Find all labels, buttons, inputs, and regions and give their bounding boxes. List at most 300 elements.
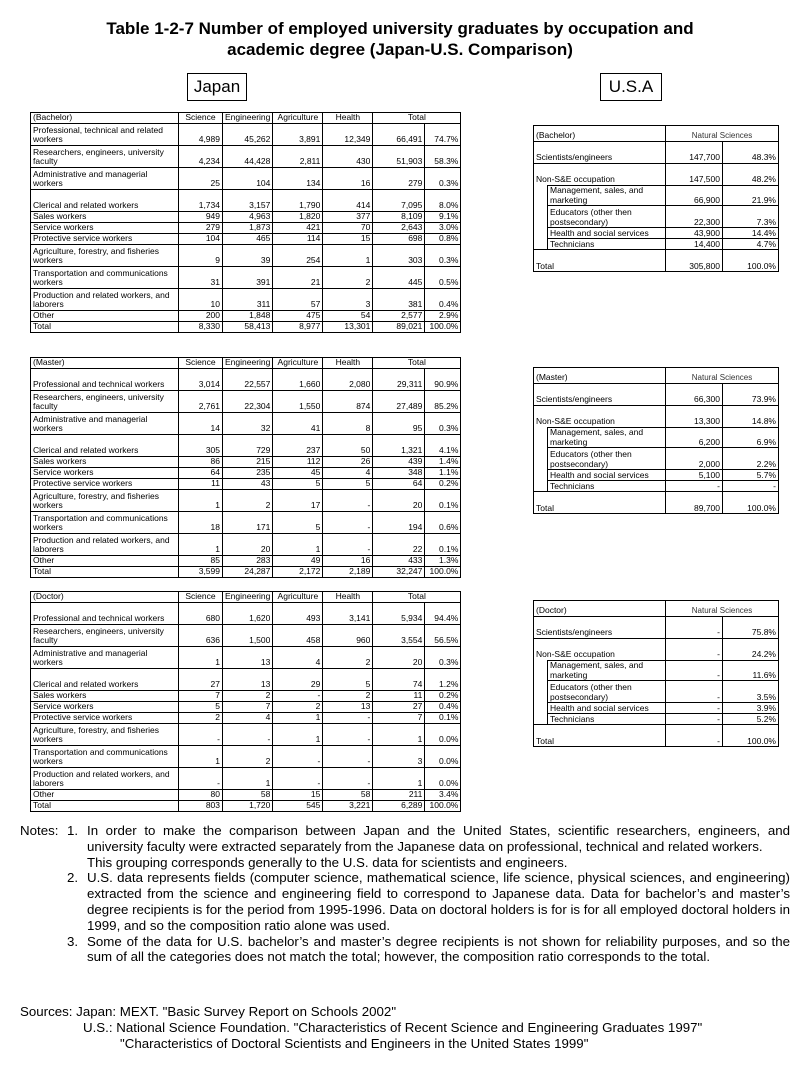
- cell-value: 3: [373, 746, 425, 768]
- cell-value: 11: [373, 691, 425, 702]
- row-label: Total: [534, 725, 666, 747]
- row-label: Health and social services: [548, 228, 666, 239]
- header-row: [534, 126, 779, 142]
- cell-value: 414: [323, 190, 373, 212]
- table-row: [31, 212, 461, 223]
- cell-value: 89,021: [373, 322, 425, 333]
- cell-value: 45: [273, 468, 323, 479]
- table-row: [534, 448, 779, 470]
- table-row: [534, 142, 779, 164]
- section-label: (Bachelor): [534, 126, 666, 142]
- japan-label: Japan: [187, 73, 247, 101]
- indent-cell: [534, 186, 548, 206]
- cell-value: 1: [273, 724, 323, 746]
- cell-value: 9.1%: [425, 212, 461, 223]
- note-number: 2.: [67, 870, 79, 886]
- cell-value: 32: [223, 413, 273, 435]
- table-row: [31, 647, 461, 669]
- cell-value: 2: [323, 267, 373, 289]
- cell-value: -: [323, 534, 373, 556]
- indent-cell: [534, 481, 548, 492]
- cell-value: 0.0%: [425, 724, 461, 746]
- cell-value: 680: [179, 603, 223, 625]
- cell-value: 0.3%: [425, 168, 461, 190]
- cell-value: 1,550: [273, 391, 323, 413]
- cell-value: 85: [179, 556, 223, 567]
- cell-value: 493: [273, 603, 323, 625]
- cell-value: 7: [179, 691, 223, 702]
- cell-percent: 73.9%: [723, 384, 779, 406]
- cell-value: 8: [323, 413, 373, 435]
- cell-value: 0.3%: [425, 647, 461, 669]
- note-text: In order to make the comparison between Japan and the United States, scientific researchers, engineers, and university faculty were extracted separately from the Japanese data on professional, technical and related workers.: [87, 823, 790, 854]
- table-row: [31, 457, 461, 468]
- cell-value: 636: [179, 625, 223, 647]
- table-row: [534, 681, 779, 703]
- row-label: Total: [534, 250, 666, 272]
- cell-percent: 3.9%: [723, 703, 779, 714]
- cell-percent: 14.8%: [723, 406, 779, 428]
- row-label: Total: [31, 801, 179, 812]
- note-number: 3.: [67, 933, 79, 949]
- table-row: [31, 311, 461, 322]
- cell-value: 13,300: [666, 406, 723, 428]
- table-row: [31, 267, 461, 289]
- cell-percent: 5.7%: [723, 470, 779, 481]
- indent-cell: [534, 239, 548, 250]
- cell-value: 391: [223, 267, 273, 289]
- cell-value: 0.2%: [425, 479, 461, 490]
- cell-value: -: [223, 724, 273, 746]
- cell-value: 2,172: [273, 567, 323, 578]
- table-row: [31, 490, 461, 512]
- cell-value: 7: [373, 713, 425, 724]
- cell-value: 4: [223, 713, 273, 724]
- table-row: [534, 250, 779, 272]
- table-row: [31, 512, 461, 534]
- cell-value: 49: [273, 556, 323, 567]
- cell-value: 458: [273, 625, 323, 647]
- cell-value: 348: [373, 468, 425, 479]
- note-2: [20, 870, 790, 933]
- japan-table-master: [30, 357, 461, 578]
- cell-value: 95: [373, 413, 425, 435]
- row-label: Health and social services: [548, 470, 666, 481]
- notes: [20, 823, 790, 965]
- cell-value: 4: [273, 647, 323, 669]
- cell-value: -: [323, 512, 373, 534]
- cell-value: 1: [179, 746, 223, 768]
- cell-value: 13,301: [323, 322, 373, 333]
- row-label: Administrative and managerial workers: [31, 168, 179, 190]
- row-label: Educators (other then postsecondary): [548, 206, 666, 228]
- cell-value: 254: [273, 245, 323, 267]
- cell-value: 27: [373, 702, 425, 713]
- cell-value: 20: [223, 534, 273, 556]
- table-row: [31, 369, 461, 391]
- section-label: (Doctor): [31, 592, 179, 603]
- column-header: Natural Sciences: [691, 606, 753, 616]
- cell-value: 58,413: [223, 322, 273, 333]
- note-number: 1.: [67, 823, 79, 838]
- cell-value: 2,080: [323, 369, 373, 391]
- cell-value: 85.2%: [425, 391, 461, 413]
- cell-percent: 2.2%: [723, 448, 779, 470]
- row-label: Total: [534, 492, 666, 514]
- table-row: [534, 186, 779, 206]
- table-row: [31, 702, 461, 713]
- cell-value: -: [666, 617, 723, 639]
- table-row: [31, 124, 461, 146]
- cell-value: 14,400: [666, 239, 723, 250]
- cell-value: 3,599: [179, 567, 223, 578]
- cell-value: 2,761: [179, 391, 223, 413]
- column-header: Total: [373, 358, 461, 369]
- cell-value: 171: [223, 512, 273, 534]
- indent-cell: [534, 470, 548, 481]
- cell-value: 10: [179, 289, 223, 311]
- cell-value: 803: [179, 801, 223, 812]
- cell-value: 66,300: [666, 384, 723, 406]
- cell-value: 729: [223, 435, 273, 457]
- cell-value: 70: [323, 223, 373, 234]
- cell-value: 32,247: [373, 567, 425, 578]
- table-row: [31, 625, 461, 647]
- cell-value: 381: [373, 289, 425, 311]
- indent-cell: [534, 703, 548, 714]
- cell-value: 5: [323, 479, 373, 490]
- table-row: [31, 603, 461, 625]
- cell-value: 2: [223, 691, 273, 702]
- cell-value: -: [666, 661, 723, 681]
- row-label: Scientists/engineers: [534, 617, 666, 639]
- cell-value: 25: [179, 168, 223, 190]
- cell-value: 303: [373, 245, 425, 267]
- cell-value: -: [666, 703, 723, 714]
- cell-value: 445: [373, 267, 425, 289]
- column-header: Science: [179, 592, 223, 603]
- note-3: [20, 934, 790, 966]
- cell-value: -: [323, 713, 373, 724]
- row-label: Professional, technical and related workers: [31, 124, 179, 146]
- sources: [20, 1004, 800, 1051]
- table-row: [31, 245, 461, 267]
- cell-value: 2: [323, 647, 373, 669]
- notes-label: Notes:: [20, 823, 59, 838]
- cell-value: 1.3%: [425, 556, 461, 567]
- cell-value: 3.0%: [425, 223, 461, 234]
- note-1: [20, 823, 790, 870]
- cell-value: 0.6%: [425, 512, 461, 534]
- table-row: [31, 289, 461, 311]
- cell-value: 8,977: [273, 322, 323, 333]
- section-label: (Doctor): [534, 601, 666, 617]
- cell-value: 2: [179, 713, 223, 724]
- table-row: [31, 146, 461, 168]
- cell-percent: 4.7%: [723, 239, 779, 250]
- cell-value: 5: [273, 512, 323, 534]
- cell-value: 200: [179, 311, 223, 322]
- indent-cell: [534, 428, 548, 448]
- cell-value: -: [323, 724, 373, 746]
- cell-value: 6,289: [373, 801, 425, 812]
- table-row: [31, 713, 461, 724]
- cell-value: 1: [323, 245, 373, 267]
- row-label: Non-S&E occupation: [534, 164, 666, 186]
- cell-value: 41: [273, 413, 323, 435]
- table-row: [534, 228, 779, 239]
- cell-value: 26: [323, 457, 373, 468]
- cell-value: 305: [179, 435, 223, 457]
- row-label: Non-S&E occupation: [534, 639, 666, 661]
- column-header: Natural Sciences: [691, 131, 753, 141]
- row-label: Protective service workers: [31, 479, 179, 490]
- cell-percent: 100.0%: [723, 725, 779, 747]
- column-header: Natural Sciences: [691, 373, 753, 383]
- cell-value: 12,349: [323, 124, 373, 146]
- cell-value: 27: [179, 669, 223, 691]
- table-row: [534, 406, 779, 428]
- cell-value: 9: [179, 245, 223, 267]
- cell-value: 5: [179, 702, 223, 713]
- row-label: Management, sales, and marketing: [548, 661, 666, 681]
- table-row: [31, 669, 461, 691]
- row-label: Administrative and managerial workers: [31, 413, 179, 435]
- cell-value: 4,234: [179, 146, 223, 168]
- cell-value: 2,577: [373, 311, 425, 322]
- table-row: [31, 413, 461, 435]
- cell-value: 4: [323, 468, 373, 479]
- header-row: [534, 368, 779, 384]
- table-row: [534, 428, 779, 448]
- row-label: Clerical and related workers: [31, 435, 179, 457]
- cell-value: 74: [373, 669, 425, 691]
- indent-cell: [534, 206, 548, 228]
- cell-value: 13: [323, 702, 373, 713]
- cell-value: 66,491: [373, 124, 425, 146]
- row-label: Other: [31, 790, 179, 801]
- table-row: [534, 725, 779, 747]
- cell-value: 439: [373, 457, 425, 468]
- cell-value: 0.1%: [425, 490, 461, 512]
- indent-cell: [534, 681, 548, 703]
- cell-value: 14: [179, 413, 223, 435]
- cell-value: 1: [273, 534, 323, 556]
- row-label: Sales workers: [31, 691, 179, 702]
- cell-value: -: [666, 481, 723, 492]
- cell-value: 194: [373, 512, 425, 534]
- row-label: Service workers: [31, 468, 179, 479]
- cell-value: 11: [179, 479, 223, 490]
- note-text: Some of the data for U.S. bachelor’s and master’s degree recipients is not shown for reliability purposes, and so the sum of all the categories does not match the total; however, the composition ratio corresponds to the total.: [87, 933, 790, 965]
- cell-value: 51,903: [373, 146, 425, 168]
- cell-value: 66,900: [666, 186, 723, 206]
- cell-percent: 100.0%: [723, 250, 779, 272]
- page-title: [0, 18, 800, 60]
- cell-value: 57: [273, 289, 323, 311]
- cell-value: 5,100: [666, 470, 723, 481]
- row-label: Professional and technical workers: [31, 369, 179, 391]
- header-row: [31, 358, 461, 369]
- column-header: Health: [323, 358, 373, 369]
- cell-value: 45,262: [223, 124, 273, 146]
- cell-percent: -: [723, 481, 779, 492]
- row-label: Health and social services: [548, 703, 666, 714]
- cell-value: 8,330: [179, 322, 223, 333]
- table-row: [534, 639, 779, 661]
- cell-value: 16: [323, 556, 373, 567]
- row-label: Researchers, engineers, university faculty: [31, 146, 179, 168]
- cell-value: 13: [223, 669, 273, 691]
- cell-value: 3,157: [223, 190, 273, 212]
- cell-value: 0.0%: [425, 768, 461, 790]
- cell-value: 104: [179, 234, 223, 245]
- row-label: Agriculture, forestry, and fisheries workers: [31, 245, 179, 267]
- cell-value: 16: [323, 168, 373, 190]
- table-row: [31, 768, 461, 790]
- indent-cell: [534, 448, 548, 470]
- cell-value: 0.4%: [425, 289, 461, 311]
- column-header: Total: [373, 113, 461, 124]
- table-row: [31, 724, 461, 746]
- cell-value: 475: [273, 311, 323, 322]
- cell-value: 1.4%: [425, 457, 461, 468]
- row-label: Educators (other then postsecondary): [548, 448, 666, 470]
- row-label: Production and related workers, and laborers: [31, 534, 179, 556]
- cell-value: 1: [179, 490, 223, 512]
- cell-value: 2: [273, 702, 323, 713]
- cell-value: 1.1%: [425, 468, 461, 479]
- row-label: Production and related workers, and laborers: [31, 289, 179, 311]
- column-header: Engineering: [223, 113, 273, 124]
- cell-value: 134: [273, 168, 323, 190]
- cell-value: -: [273, 691, 323, 702]
- cell-value: 2,000: [666, 448, 723, 470]
- cell-value: 147,700: [666, 142, 723, 164]
- row-label: Researchers, engineers, university faculty: [31, 625, 179, 647]
- cell-value: 2: [323, 691, 373, 702]
- cell-value: 1,660: [273, 369, 323, 391]
- table-row: [534, 470, 779, 481]
- table-row: [534, 206, 779, 228]
- table-row: [31, 746, 461, 768]
- source-line-3: "Characteristics of Doctoral Scientists and Engineers in the United States 1999": [120, 1035, 589, 1051]
- cell-value: 0.1%: [425, 534, 461, 556]
- row-label: Sales workers: [31, 457, 179, 468]
- table-row: [534, 164, 779, 186]
- row-label: Technicians: [548, 481, 666, 492]
- cell-value: 39: [223, 245, 273, 267]
- cell-value: -: [273, 768, 323, 790]
- cell-value: 13: [223, 647, 273, 669]
- column-header: Agriculture: [273, 358, 323, 369]
- cell-value: 24,287: [223, 567, 273, 578]
- cell-value: 949: [179, 212, 223, 223]
- cell-value: 74.7%: [425, 124, 461, 146]
- row-label: Total: [31, 567, 179, 578]
- cell-value: 20: [373, 647, 425, 669]
- cell-percent: 24.2%: [723, 639, 779, 661]
- cell-value: 56.5%: [425, 625, 461, 647]
- cell-percent: 3.5%: [723, 681, 779, 703]
- cell-value: 0.4%: [425, 702, 461, 713]
- cell-value: 27,489: [373, 391, 425, 413]
- row-label: Other: [31, 311, 179, 322]
- cell-value: 0.3%: [425, 413, 461, 435]
- cell-value: -: [179, 724, 223, 746]
- cell-value: 1,820: [273, 212, 323, 223]
- cell-percent: 48.2%: [723, 164, 779, 186]
- row-label: Educators (other then postsecondary): [548, 681, 666, 703]
- table-row: [31, 790, 461, 801]
- section-label: (Master): [534, 368, 666, 384]
- cell-value: 874: [323, 391, 373, 413]
- cell-value: -: [323, 490, 373, 512]
- cell-value: 104: [223, 168, 273, 190]
- row-label: Protective service workers: [31, 234, 179, 245]
- cell-value: 94.4%: [425, 603, 461, 625]
- cell-percent: 100.0%: [723, 492, 779, 514]
- cell-percent: 21.9%: [723, 186, 779, 206]
- cell-value: 4,963: [223, 212, 273, 223]
- row-label: Service workers: [31, 223, 179, 234]
- cell-value: 100.0%: [425, 567, 461, 578]
- cell-value: -: [666, 714, 723, 725]
- cell-value: 15: [273, 790, 323, 801]
- cell-value: 465: [223, 234, 273, 245]
- row-label: Professional and technical workers: [31, 603, 179, 625]
- row-label: Researchers, engineers, university faculty: [31, 391, 179, 413]
- cell-value: 960: [323, 625, 373, 647]
- cell-percent: 7.3%: [723, 206, 779, 228]
- cell-value: 86: [179, 457, 223, 468]
- column-header: Total: [373, 592, 461, 603]
- cell-value: -: [273, 746, 323, 768]
- table-row: [31, 234, 461, 245]
- cell-value: 279: [179, 223, 223, 234]
- cell-value: 0.0%: [425, 746, 461, 768]
- column-header: Agriculture: [273, 592, 323, 603]
- row-label: Agriculture, forestry, and fisheries workers: [31, 724, 179, 746]
- source-line-1: Sources: Japan: MEXT. "Basic Survey Report on Schools 2002": [20, 1004, 397, 1019]
- indent-cell: [534, 714, 548, 725]
- row-label: Service workers: [31, 702, 179, 713]
- row-label: Production and related workers, and laborers: [31, 768, 179, 790]
- cell-value: 1,848: [223, 311, 273, 322]
- cell-value: 0.5%: [425, 267, 461, 289]
- table-row: [31, 435, 461, 457]
- cell-value: 21: [273, 267, 323, 289]
- cell-value: 20: [373, 490, 425, 512]
- table-row: [31, 556, 461, 567]
- table-row: [534, 239, 779, 250]
- cell-value: -: [323, 768, 373, 790]
- cell-value: 100.0%: [425, 801, 461, 812]
- cell-value: 100.0%: [425, 322, 461, 333]
- cell-value: 311: [223, 289, 273, 311]
- cell-value: 279: [373, 168, 425, 190]
- cell-percent: 11.6%: [723, 661, 779, 681]
- cell-value: 90.9%: [425, 369, 461, 391]
- title-line-2: academic degree (Japan-U.S. Comparison): [227, 40, 573, 59]
- column-header: Engineering: [223, 358, 273, 369]
- header-row: [534, 601, 779, 617]
- row-label: Technicians: [548, 714, 666, 725]
- row-label: Management, sales, and marketing: [548, 186, 666, 206]
- column-header: Health: [323, 113, 373, 124]
- row-label: Administrative and managerial workers: [31, 647, 179, 669]
- cell-value: 7,095: [373, 190, 425, 212]
